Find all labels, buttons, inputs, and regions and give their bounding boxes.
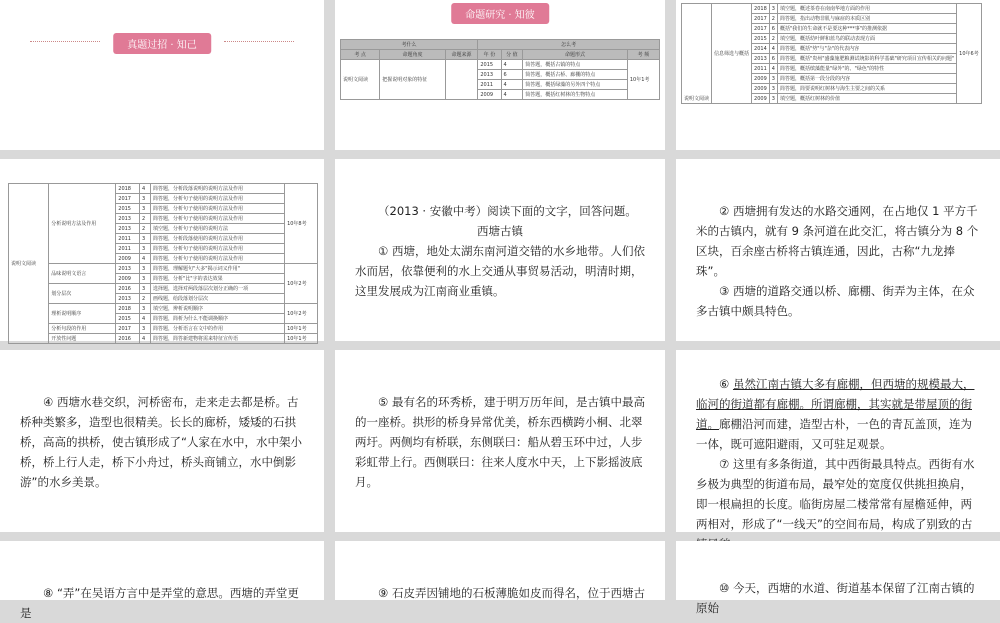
table-cell: 开放性问题 — [49, 334, 116, 344]
table-cell: 简答题，理解题句"大多"揭示词义作用" — [151, 264, 285, 274]
table-cell: 简答题，分析段落说明的说明方法及作用 — [151, 184, 285, 194]
table-cell: 3 — [140, 204, 151, 214]
table-cell: 分析句段的作用 — [49, 324, 116, 334]
table-cell: 3 — [140, 194, 151, 204]
table-cell: 3 — [769, 84, 777, 94]
table-cell: 简答题，概括缤藻能量"绿外"的、"绿色"的特性 — [777, 64, 956, 74]
table-header: 考什么 — [341, 40, 478, 50]
table-cell: 填空题，概述茶卷在南南华地方面的作用 — [777, 4, 956, 14]
slide-5[interactable] — [335, 159, 665, 341]
table-cell: 填空题，辨析说明顺序 — [151, 304, 285, 314]
table-cell: 2018 — [116, 184, 140, 194]
table-cell: 2013 — [478, 70, 501, 80]
table-cell: 2013 — [116, 224, 140, 234]
exam-table — [8, 183, 318, 344]
col-header: 命题形式 — [523, 50, 628, 60]
table-cell: 品味说明文语言 — [49, 264, 116, 284]
table-cell: 4 — [140, 314, 151, 324]
table-cell: 2018 — [116, 304, 140, 314]
table-cell: 2009 — [116, 274, 140, 284]
table-cell: 2011 — [752, 64, 770, 74]
table-cell: 简答题，概括红树林的生物特点 — [523, 90, 628, 100]
table-cell: 3 — [769, 74, 777, 84]
table-cell: 分析说明方法及作用 — [49, 184, 116, 264]
table-cell: 简答题，分析句子使用的说明方法及作用 — [151, 214, 285, 224]
table-cell: 10年8考 — [285, 184, 318, 264]
table-cell: 2009 — [478, 90, 501, 100]
table-cell: 简答题，指出动物非肌与麻症的本质区别 — [777, 14, 956, 24]
table-cell: 简答题，概括"贵州"盛藻施肥粮测试统影的科学基础"研究项目宣传相关的问题" — [777, 54, 956, 64]
table-cell: 2018 — [752, 4, 770, 14]
table-cell: 2015 — [478, 60, 501, 70]
table-cell: 10年1考 — [627, 60, 659, 100]
table-cell: 简答题，分析"比"字的表达效果 — [151, 274, 285, 284]
table-cell: 2 — [140, 294, 151, 304]
table-cell: 2011 — [116, 244, 140, 254]
table-cell: 4 — [769, 44, 777, 54]
table-cell: 简答题，分析句子使用的说明方法及作用 — [151, 204, 285, 214]
table-cell: 简答题，概括古桥、廊棚的特点 — [523, 70, 628, 80]
col-header: 年 份 — [478, 50, 501, 60]
table-cell: 概括"我们的生命就不是要这种***事"的推测依据 — [777, 24, 956, 34]
table-cell: 理析说明顺序 — [49, 304, 116, 324]
table-cell: 6 — [501, 70, 523, 80]
table-cell: 4 — [140, 184, 151, 194]
table-cell: 10年1考 — [285, 324, 318, 334]
table-cell: 3 — [769, 4, 777, 14]
table-cell: 10年2考 — [285, 264, 318, 304]
table-cell: 2 — [769, 34, 777, 44]
table-cell: 10年2考 — [285, 304, 318, 324]
table-cell: 3 — [140, 234, 151, 244]
paragraph-8: ⑧ “弄”在吴语方言中是弄堂的意思。西塘的弄堂更是 — [20, 586, 299, 620]
col-header: 考 频 — [627, 50, 659, 60]
table-cell: 简答题，分析句子使用的说明方法及作用 — [151, 254, 285, 264]
paragraph-6 — [676, 374, 1000, 454]
divider — [224, 41, 294, 44]
table-cell: 4 — [140, 334, 151, 344]
slide-9[interactable] — [676, 350, 1000, 532]
table-cell: 填空题，概括红树林的价值 — [777, 94, 956, 104]
table-cell: 3 — [140, 284, 151, 294]
slide-2[interactable] — [335, 0, 665, 150]
table-cell: 2017 — [752, 24, 770, 34]
table-cell: 填空题，概括幼叶鲜和蓝鸟的联动表现方面 — [777, 34, 956, 44]
table-cell: 2017 — [116, 324, 140, 334]
paragraph-4: ④ 西塘水巷交织，河桥密布，走来走去都是桥。古桥种类繁多，造型也很精美。长长的廊桥，矮矮的石拱桥，高高的拱桥，使古镇形成了“人家在水中，水中架小桥，桥上行人走，桥下小舟过，桥头商铺立，水中倒影游”的水乡美景。 — [20, 395, 302, 489]
table-cell: 3 — [140, 264, 151, 274]
table-cell: 2013 — [752, 54, 770, 64]
table-cell: 选择题，选择对两段落层次划分正确的一项 — [151, 284, 285, 294]
slide-7[interactable] — [0, 350, 324, 532]
table-cell: 简答题，分析句子使用的说明方法及作用 — [151, 244, 285, 254]
slide-10[interactable] — [0, 541, 324, 620]
table-cell: 2009 — [752, 94, 770, 104]
table-cell: 信息筛选与概括 — [712, 4, 752, 104]
table-cell: 3 — [140, 304, 151, 314]
divider — [30, 41, 100, 44]
slide-8[interactable] — [335, 350, 665, 532]
table-cell: 2009 — [752, 84, 770, 94]
table-cell: 2011 — [116, 234, 140, 244]
table-cell: 简答题，分析句子使用的说明方法及作用 — [151, 194, 285, 204]
exam-table — [340, 39, 660, 100]
table-cell: 2015 — [116, 314, 140, 324]
table-cell: 简答题，概括第一段分段的内容 — [777, 74, 956, 84]
slide-4[interactable] — [0, 159, 324, 341]
table-cell: 划分层次 — [49, 284, 116, 304]
section-banner: 真题过招 · 知己 — [113, 33, 211, 54]
table-cell: 简答题，概括"势"与"杂"的代表内容 — [777, 44, 956, 54]
table-cell: 4 — [501, 80, 523, 90]
table-cell: 2013 — [116, 294, 140, 304]
table-cell: 2009 — [752, 74, 770, 84]
table-cell: 2 — [140, 224, 151, 234]
exam-table — [681, 3, 982, 104]
col-header: 考 点 — [341, 50, 380, 60]
section-banner: 命题研究 · 知彼 — [451, 3, 549, 24]
paragraph-2: ② 西塘拥有发达的水路交通网，在占地仅 1 平方千米的古镇内，就有 9 条河道在此交汇，将古镇分为 8 个区块，百余座古桥将古镇连通，因此，古称“九龙捧珠”。 — [696, 204, 979, 278]
table-cell: 说明文阅读 — [682, 4, 712, 104]
table-cell: 3 — [769, 94, 777, 104]
slide-3[interactable] — [676, 0, 1000, 150]
paragraph-7: ⑦ 这里有多条街道，其中西街最具特点。西街有水乡极为典型的街道布局，最窄处的宽度仅供挑担换肩，即一根扁担的长度。临街房屋二楼常常有屋檐延伸，两两相对，形成了“一线天”的空间布局，构成了别致的古 — [696, 457, 975, 531]
table-cell: 把握说明对象的特征 — [380, 60, 445, 100]
table-cell: 4 — [501, 90, 523, 100]
table-cell: 2017 — [752, 14, 770, 24]
table-cell: 简答题，概括古镇的特点 — [523, 60, 628, 70]
table-cell: 填空题，分析句子使用的说明方法 — [151, 224, 285, 234]
table-cell: 3 — [140, 274, 151, 284]
table-cell: 2016 — [116, 284, 140, 294]
table-cell: 2014 — [752, 44, 770, 54]
underlined-sentence: 虽然江南古镇大多有廊棚，但西塘的规模最大，临河的街道都有廊棚。所谓廊棚，其实就是带屋顶的街道。 — [696, 377, 975, 431]
table-cell: 2 — [140, 214, 151, 224]
paragraph-10: ⑩ 今天，西塘的水道、街道基本保留了江南古镇的原始 — [696, 581, 975, 615]
table-cell: 2015 — [752, 34, 770, 44]
paragraph-text: 廊棚沿河而建，造型古朴，一色的青瓦盖顶，连为一体，既可遮阳避雨，又可驻足观景。 — [696, 417, 972, 451]
table-cell: 3 — [140, 244, 151, 254]
table-cell: 2 — [769, 14, 777, 24]
table-cell: 10年1考 — [285, 334, 318, 344]
table-cell: 简答题，简要说明红树林与海生主要之间的关系 — [777, 84, 956, 94]
table-cell: 简答题，分析语言在文中的作用 — [151, 324, 285, 334]
article-title: 西塘古镇 — [477, 224, 523, 238]
table-cell — [445, 60, 478, 100]
table-cell: 2015 — [116, 204, 140, 214]
table-cell: 2011 — [478, 80, 501, 90]
question-intro: （2013 · 安徽中考）阅读下面的文字，回答问题。 — [378, 204, 637, 218]
paragraph-number: ⑥ — [719, 377, 733, 391]
table-cell: 说明文阅读 — [341, 60, 380, 100]
paragraph-9: ⑨ 石皮弄因铺地的石板薄脆如皮而得名，位于西塘古 — [378, 586, 645, 600]
table-cell: 说明文阅读 — [9, 184, 49, 344]
slide-6[interactable] — [676, 159, 1000, 341]
table-cell: 简答题，简答新建物将需来特征宣传语 — [151, 334, 285, 344]
slide-12[interactable] — [676, 541, 1000, 615]
paragraph-5: ⑤ 最有名的环秀桥，建于明万历年间，是古镇中最高的一座桥。拱形的桥身异常优美，桥东西横跨小桐、北翠两圩。两侧均有桥联，东侧联曰：船从碧玉环中过，人步彩虹带上行。西侧联曰：往来人度水中天，上下影摇波底月。 — [355, 395, 645, 489]
col-header: 命题来源 — [445, 50, 478, 60]
table-header: 怎么考 — [478, 40, 660, 50]
table-cell: 画线题，给段落划分层次 — [151, 294, 285, 304]
table-cell: 简答题，简析为什么不能调换顺序 — [151, 314, 285, 324]
table-cell: 3 — [140, 324, 151, 334]
table-cell: 2009 — [116, 254, 140, 264]
table-cell: 2013 — [116, 264, 140, 274]
table-cell: 6 — [769, 24, 777, 34]
slide-1[interactable] — [0, 0, 324, 150]
table-cell: 简答题，概括绿藻的另外四个特点 — [523, 80, 628, 90]
table-cell: 10年6考 — [957, 4, 982, 104]
table-cell: 4 — [769, 64, 777, 74]
table-cell: 4 — [140, 254, 151, 264]
paragraph-3: ③ 西塘的道路交通以桥、廊棚、街弄为主体，在众多古镇中颇具特色。 — [696, 284, 975, 318]
table-cell: 2017 — [116, 194, 140, 204]
table-cell: 2013 — [116, 214, 140, 224]
col-header: 分 值 — [501, 50, 523, 60]
table-cell: 2016 — [116, 334, 140, 344]
col-header: 命题角度 — [380, 50, 445, 60]
table-cell: 6 — [769, 54, 777, 64]
paragraph-1: ① 西塘，地处太湖东南河道交错的水乡地带。人们依水而居，依靠便利的水上交通从事贸易活动，明清时期，这里发展成为江南商业重镇。 — [355, 244, 645, 298]
table-cell: 简答题，分析段落使用的说明方法及作用 — [151, 234, 285, 244]
table-cell: 4 — [501, 60, 523, 70]
slide-11[interactable] — [335, 541, 665, 600]
